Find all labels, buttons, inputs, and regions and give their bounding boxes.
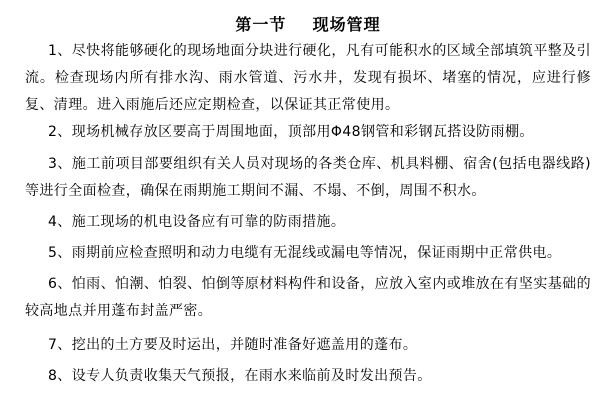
section-title: 第一节 现场管理 xyxy=(235,15,381,34)
paragraph-6: 6、怕雨、怕潮、怕裂、怕倒等原材料构件和设备，应放入室内或堆放在有坚实基础的较高地点并用蓬布封盖严密。 xyxy=(25,276,591,319)
paragraph-8: 8、设专人负责收集天气预报，在雨水来临前及时发出预告。 xyxy=(48,368,432,384)
paragraph-2: 2、现场机械存放区要高于周围地面，顶部用Φ48钢管和彩钢瓦搭设防雨棚。 xyxy=(48,124,534,140)
paragraph-1: 1、尽快将能够硬化的现场地面分块进行硬化，凡有可能积水的区域全部填筑平整及引流。检查现场内所有排水沟、雨水管道、污水井，发现有损坏、堵塞的情况，应进行修复、清理。进入雨施后还应定期检查，以保证其正常使用。 xyxy=(25,43,591,113)
paragraph-7: 7、挖出的土方要及时运出，并随时准备好遮盖用的蓬布。 xyxy=(48,337,418,353)
paragraph-4: 4、施工现场的机电设备应有可靠的防雨措施。 xyxy=(48,214,346,230)
paragraph-5: 5、雨期前应检查照明和动力电缆有无混线或漏电等情况，保证雨期中正常供电。 xyxy=(48,245,562,261)
paragraph-3: 3、施工前项目部要组织有关人员对现场的各类仓库、机具料棚、宿舍(包括电器线路)等进行全面检查，确保在雨期施工期间不漏、不塌、不倒，周围不积水。 xyxy=(25,156,591,199)
